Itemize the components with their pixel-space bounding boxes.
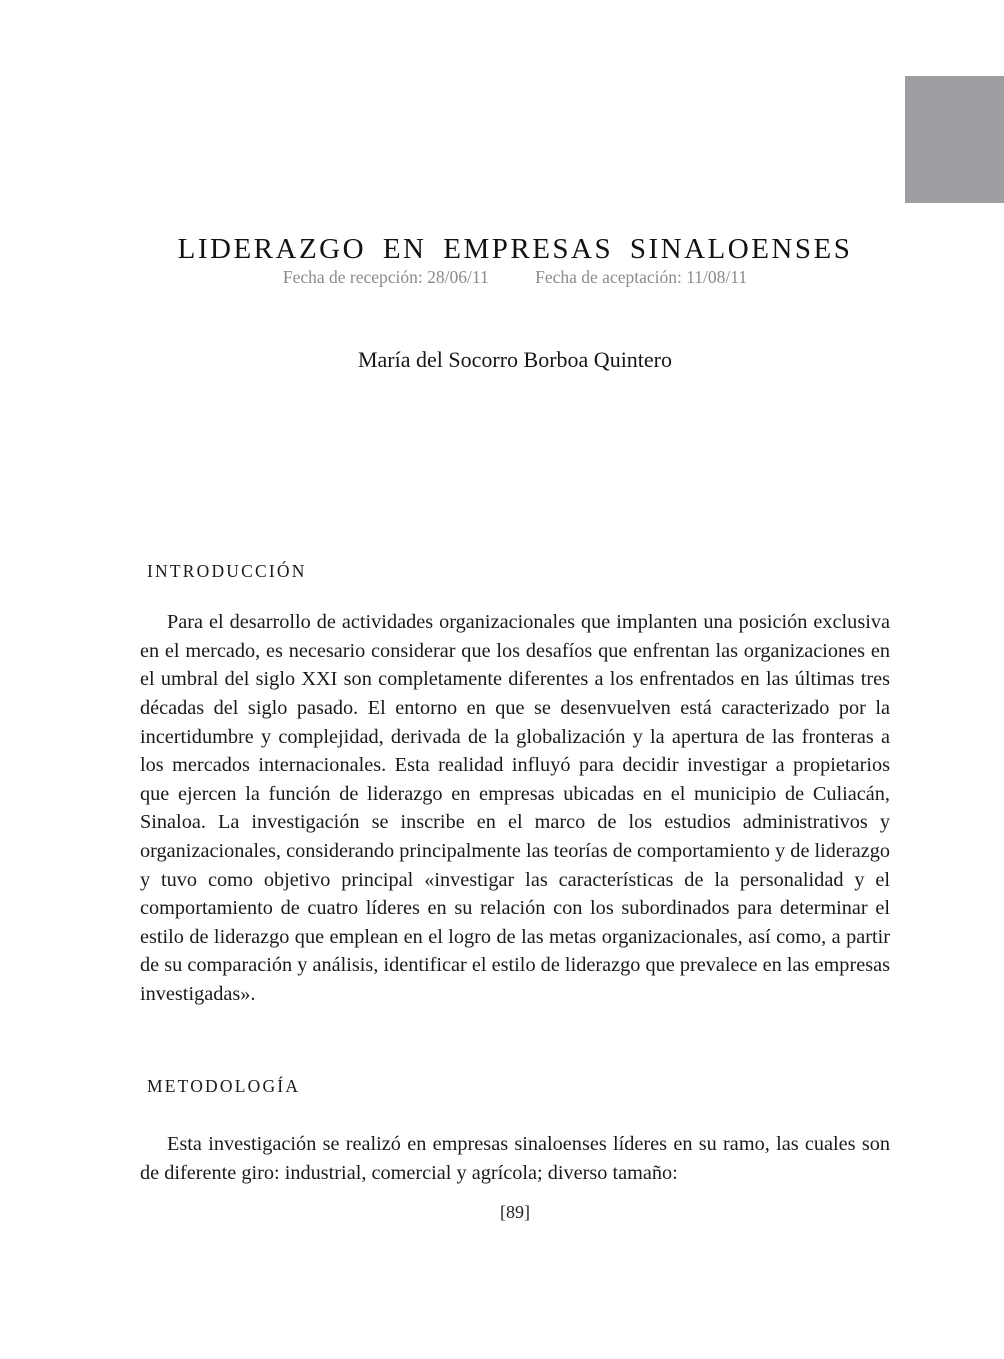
reception-date: Fecha de recepción: 28/06/11	[282, 267, 489, 287]
corner-gray-block	[905, 76, 1004, 203]
page-number: [89]	[500, 1202, 530, 1222]
section-heading-metodologia: METODOLOGÍA	[147, 1075, 301, 1096]
section-heading-introduccion: INTRODUCCIÓN	[147, 560, 307, 581]
acceptance-date: Fecha de aceptación: 11/08/11	[535, 267, 748, 287]
article-title: LIDERAZGO EN EMPRESAS SINALOENSES	[177, 233, 853, 266]
metodologia-paragraph: Esta investigación se realizó en empresas sinaloenses líderes en su ramo, las cuales son de diferente giro: industrial, comercial y agrícola; diverso tamaño:	[140, 1133, 890, 1184]
introduccion-paragraph: Para el desarrollo de actividades organizacionales que implanten una posición exclusiva en el mercado, es necesario considerar que los desafíos que enfrentan las organizaciones en el umbral del siglo XXI son completamente diferentes a los enfrentados en las últimas tres décadas del siglo pasado. El entorno en que se desenvuelven está caracterizado por la incertidumbre y complejidad, derivada de la globalización y la apertura de las fronteras a los mercados internacionales. Esta realidad influyó para decidir investigar a propietarios que ejercen la función de liderazgo en empresas ubicadas en el municipio de Culiacán, Sinaloa. La investigación se inscribe en el marco de los estudios administrativos y organizacionales, considerando principalmente las teorías de comportamiento y de liderazgo y tuvo como objetivo principal «investigar las características de la personalidad y el comportamiento de cuatro líderes en su relación con los subordinados para determinar el estilo de liderazgo que emplean en el logro de las metas organizacionales, así como, a partir de su comparación y análisis, identificar el estilo de liderazgo que prevalece en las empresas investigadas».	[140, 611, 890, 1006]
dates-line	[140, 267, 890, 288]
author-name: María del Socorro Borboa Quintero	[357, 347, 673, 372]
